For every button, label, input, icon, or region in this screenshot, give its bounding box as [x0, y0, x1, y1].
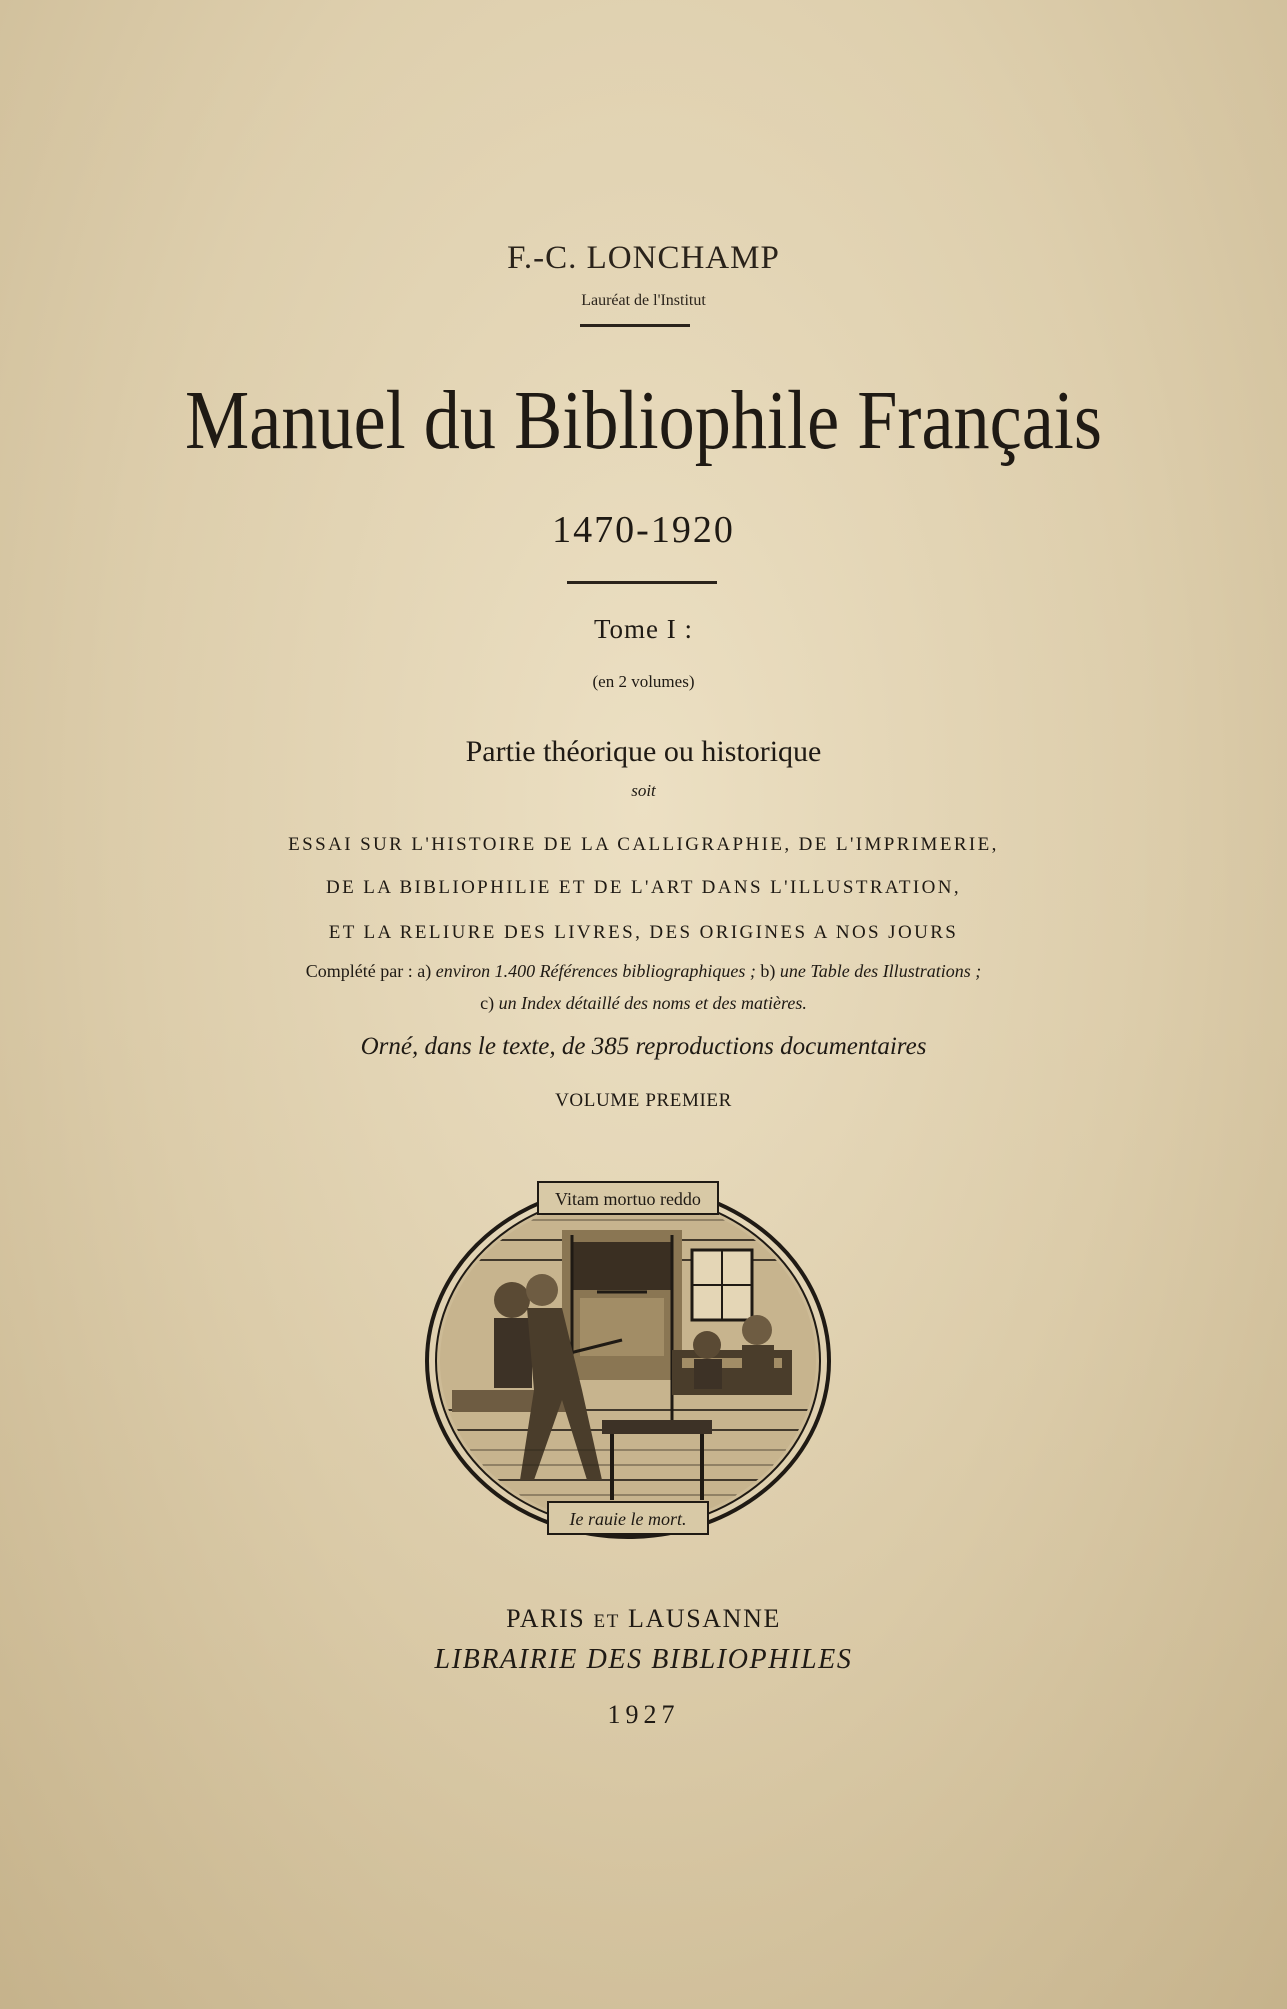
imprint-et: ET: [593, 1611, 620, 1632]
author-distinction: Lauréat de l'Institut: [581, 292, 706, 309]
press-room-engraving: [422, 1180, 834, 1542]
contents-item-c: un Index détaillé des noms et des matières.: [494, 993, 807, 1013]
publisher-name: LIBRAIRIE DES BIBLIOPHILES: [434, 1644, 853, 1675]
contents-prefix: Complété par : a): [305, 961, 432, 981]
emblem-motto-bottom: Ie rauie le mort.: [569, 1509, 687, 1529]
date-range: 1470-1920: [552, 509, 735, 551]
contents-label-c: c): [480, 993, 495, 1013]
publication-year: 1927: [607, 1700, 680, 1729]
divider: [567, 581, 717, 584]
imprint-city-paris: PARIS: [506, 1604, 586, 1633]
imprint-cities: [0, 1604, 1287, 1634]
essay-line: ET LA RELIURE DES LIVRES, DES ORIGINES A NOS JOURS: [328, 922, 959, 943]
tome-label: Tome I :: [593, 614, 694, 644]
divider: [580, 324, 690, 327]
volumes-note: (en 2 volumes): [592, 672, 695, 691]
essay-line: ESSAI SUR L'HISTOIRE DE LA CALLIGRAPHIE, DE L'IMPRIMERIE,: [288, 834, 999, 855]
book-title: Manuel du Bibliophile Français: [185, 374, 1102, 467]
soit-connector: soit: [631, 781, 656, 800]
contents-note: [0, 961, 1287, 982]
author-name: F.-C. LONCHAMP: [507, 240, 780, 276]
emblem-motto-top: Vitam mortuo reddo: [555, 1189, 701, 1209]
essay-line: DE LA BIBLIOPHILIE ET DE L'ART DANS L'ILLUSTRATION,: [325, 877, 962, 898]
contents-item-a: environ 1.400 Références bibliographiques ;: [431, 961, 756, 981]
illustrations-note: Orné, dans le texte, de 385 reproductions documentaires: [360, 1033, 927, 1060]
contents-label-b: b): [755, 961, 776, 981]
volume-label: VOLUME PREMIER: [555, 1090, 732, 1111]
printers-mark-emblem: [422, 1180, 834, 1542]
part-title: Partie théorique ou historique: [465, 735, 822, 768]
contents-note-continued: [0, 993, 1287, 1014]
imprint-city-lausanne: LAUSANNE: [628, 1604, 781, 1633]
contents-item-b: une Table des Illustrations ;: [775, 961, 982, 981]
